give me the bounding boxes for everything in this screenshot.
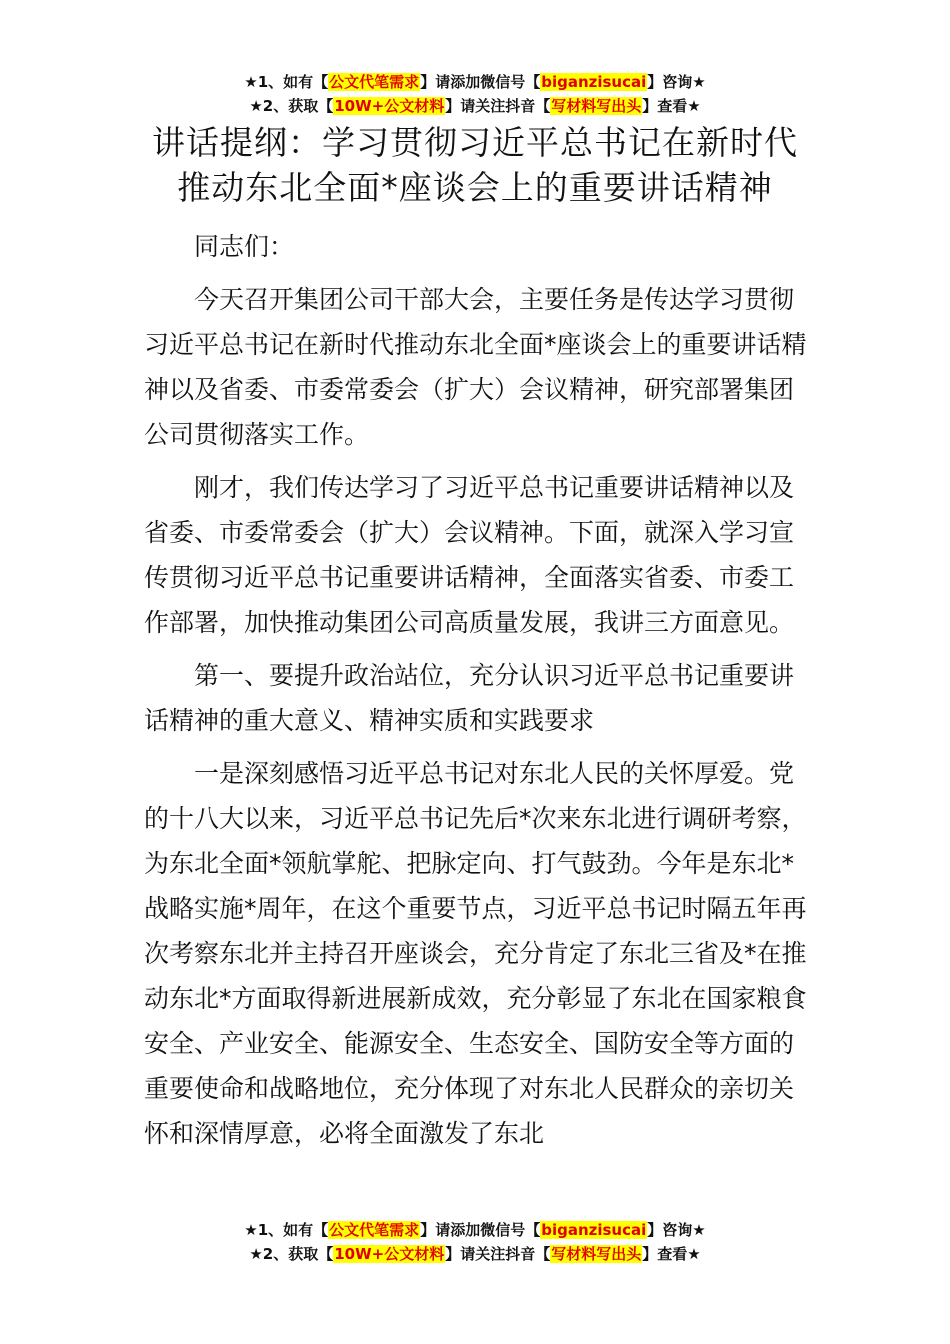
title-line-1: 讲话提纲：学习贯彻习近平总书记在新时代 <box>152 123 798 162</box>
highlight-douyin: 写材料写出头 <box>551 97 642 115</box>
document-title <box>100 120 850 210</box>
header-banner <box>0 70 950 118</box>
paragraph: 今天召开集团公司干部大会，主要任务是传达学习贯彻习近平总书记在新时代推动东北全面*座谈会上的重要讲话精神以及省委、市委常委会（扩大）会议精神，研究部署集团公司贯彻落实工作。 <box>144 285 807 449</box>
banner-line-2: ★2、获取【10W+公文材料】请关注抖音【写材料写出头】查看★ <box>249 97 701 115</box>
title-line-2: 推动东北全面*座谈会上的重要讲话精神 <box>177 168 773 207</box>
section-heading: 第一、要提升政治站位，充分认识习近平总书记重要讲话精神的重大意义、精神实质和实践要求 <box>144 661 795 735</box>
footer-banner <box>0 1218 950 1266</box>
highlight-douyin: 写材料写出头 <box>551 1245 642 1263</box>
paragraph: 刚才，我们传达学习了习近平总书记重要讲话精神以及省委、市委常委会（扩大）会议精神。下面，就深入学习宣传贯彻习近平总书记重要讲话精神，全面落实省委、市委工作部署，加快推动集团公司高质量发展，我讲三方面意见。 <box>144 473 795 637</box>
highlight-service: 公文代笔需求 <box>329 73 420 91</box>
highlight-service: 公文代笔需求 <box>329 1221 420 1239</box>
highlight-materials: 10W+公文材料 <box>334 97 445 115</box>
highlight-wechat-id: biganzisucai <box>541 1221 647 1239</box>
banner-line-1: ★1、如有【公文代笔需求】请添加微信号【biganzisucai】咨询★ <box>244 73 706 91</box>
highlight-wechat-id: biganzisucai <box>541 73 647 91</box>
salutation: 同志们： <box>194 232 295 261</box>
footer-line-2: ★2、获取【10W+公文材料】请关注抖音【写材料写出头】查看★ <box>249 1245 701 1263</box>
footer-line-1: ★1、如有【公文代笔需求】请添加微信号【biganzisucai】咨询★ <box>244 1221 706 1239</box>
document-body <box>144 224 808 1164</box>
paragraph: 一是深刻感悟习近平总书记对东北人民的关怀厚爱。党的十八大以来，习近平总书记先后*次来东北进行调研考察，为东北全面*领航掌舵、把脉定向、打气鼓劲。今年是东北*战略实施*周年，在这个重要节点，习近平总书记时隔五年再次考察东北并主持召开座谈会，充分肯定了东北三省及*在推动东北*方面取得新进展新成效，充分彰显了东北在国家粮食安全、产业安全、能源安全、生态安全、国防安全等方面的重要使命和战略地位，充分体现了对东北人民群众的亲切关怀和深情厚意，必将全面激发了东北 <box>144 759 807 1148</box>
highlight-materials: 10W+公文材料 <box>334 1245 445 1263</box>
